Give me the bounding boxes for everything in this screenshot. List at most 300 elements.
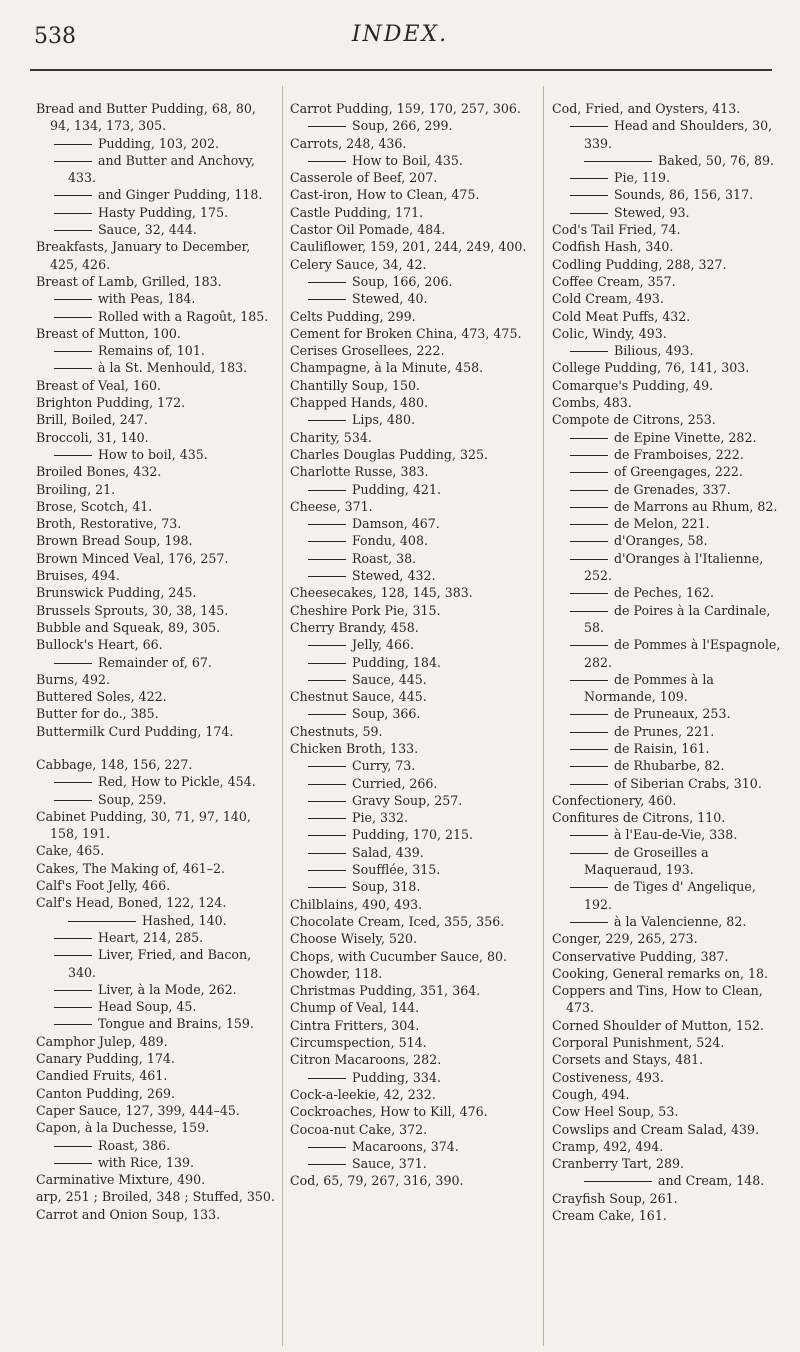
entry-text: de Tiges d' Angelique, 192. (584, 879, 756, 912)
entry-text: Capon, à la Duchesse, 159. (36, 1120, 210, 1136)
entry-text: Chestnuts, 59. (290, 723, 383, 739)
index-entry (290, 342, 528, 359)
ditto-dash (570, 645, 608, 646)
entry-text: College Pudding, 76, 141, 303. (552, 360, 750, 376)
index-entry (552, 100, 784, 117)
ditto-dash (570, 541, 608, 542)
ditto-dash (308, 126, 346, 127)
ditto-dash (308, 576, 346, 577)
entry-text: Breakfasts, January to December, 425, 426. (36, 239, 251, 272)
index-subentry (290, 705, 528, 722)
entry-text: de Pruneaux, 253. (614, 706, 731, 722)
index-subentry (552, 152, 784, 169)
entry-text: Chocolate Cream, Iced, 355, 356. (290, 913, 505, 929)
ditto-dash (308, 282, 346, 283)
entry-text: de Poires à la Cardinale, 58. (584, 602, 771, 635)
entry-text: Bruises, 494. (36, 568, 120, 584)
ditto-dash (68, 921, 136, 922)
entry-text: Castle Pudding, 171. (290, 204, 424, 220)
ditto-dash (308, 299, 346, 300)
ditto-dash (54, 213, 92, 214)
entry-text: de Prunes, 221. (614, 723, 715, 739)
entry-text: Red, How to Pickle, 454. (98, 774, 256, 790)
index-entry (290, 1017, 528, 1034)
entry-text: Citron Macaroons, 282. (290, 1052, 442, 1068)
entry-text: Curry, 73. (352, 758, 416, 774)
entry-text: Brown Minced Veal, 176, 257. (36, 550, 229, 566)
running-title: INDEX. (351, 22, 449, 47)
index-subentry (36, 946, 276, 981)
entry-text: Cintra Fritters, 304. (290, 1017, 420, 1033)
index-entry (36, 1102, 276, 1119)
entry-text: Stewed, 40. (352, 291, 428, 307)
index-entry (552, 325, 784, 342)
ditto-dash (570, 784, 608, 785)
ditto-dash (308, 870, 346, 871)
index-subentry (552, 602, 784, 637)
ditto-dash (570, 524, 608, 525)
ditto-dash (308, 420, 346, 421)
ditto-dash (308, 784, 346, 785)
ditto-dash (570, 126, 608, 127)
index-entry (290, 325, 528, 342)
ditto-dash (570, 732, 608, 733)
index-subentry (290, 775, 528, 792)
entry-text: Costiveness, 493. (552, 1069, 664, 1085)
index-entry (290, 204, 528, 221)
index-subentry (36, 359, 276, 376)
entry-text: Cowslips and Cream Salad, 439. (552, 1121, 760, 1137)
ditto-dash (308, 680, 346, 681)
ditto-dash (570, 178, 608, 179)
entry-text: Colic, Windy, 493. (552, 325, 667, 341)
index-entry (36, 411, 276, 428)
index-entry (552, 1190, 784, 1207)
entry-text: Breast of Veal, 160. (36, 377, 161, 393)
entry-text: Baked, 50, 76, 89. (658, 152, 775, 168)
index-entry (552, 1069, 784, 1086)
index-entry (36, 1171, 276, 1188)
index-subentry (552, 481, 784, 498)
entry-text: Cerises Grosellees, 222. (290, 343, 445, 359)
index-entry (552, 1051, 784, 1068)
index-entry (36, 429, 276, 446)
ditto-dash (570, 472, 608, 473)
index-entry (552, 1103, 784, 1120)
entry-text: Breast of Mutton, 100. (36, 325, 181, 341)
entry-text: Pudding, 103, 202. (98, 135, 219, 151)
index-subentry (36, 308, 276, 325)
index-subentry (36, 981, 276, 998)
entry-text: Carrot and Onion Soup, 133. (36, 1206, 221, 1222)
entry-text: Bubble and Squeak, 89, 305. (36, 619, 221, 635)
entry-text: and Ginger Pudding, 118. (98, 187, 263, 203)
entry-text: Circumspection, 514. (290, 1035, 427, 1051)
entry-text: Soup, 266, 299. (352, 118, 453, 134)
ditto-dash (308, 835, 346, 836)
entry-text: Macaroons, 374. (352, 1138, 459, 1154)
entry-text: Bread and Butter Pudding, 68, 80, 94, 134, 173, 305. (36, 101, 256, 134)
entry-text: Chestnut Sauce, 445. (290, 689, 427, 705)
entry-text: Soup, 318. (352, 879, 421, 895)
ditto-dash (54, 455, 92, 456)
entry-text: Comarque's Pudding, 49. (552, 377, 714, 393)
entry-text: Lips, 480. (352, 412, 415, 428)
entry-text: Champagne, à la Minute, 458. (290, 360, 484, 376)
entry-text: Remains of, 101. (98, 343, 205, 359)
ditto-dash (584, 161, 652, 162)
ditto-dash (54, 1024, 92, 1025)
entry-text: à la Valencienne, 82. (614, 913, 747, 929)
ditto-dash (54, 1007, 92, 1008)
index-subentry (552, 757, 784, 774)
entry-text: Head and Shoulders, 30, 339. (584, 118, 773, 151)
index-entry (552, 238, 784, 255)
index-subentry (290, 1138, 528, 1155)
entry-text: Coffee Cream, 357. (552, 273, 676, 289)
entry-text: Charles Douglas Pudding, 325. (290, 446, 489, 462)
entry-text: de Pommes à la Normande, 109. (584, 671, 714, 705)
entry-text: with Rice, 139. (98, 1154, 195, 1170)
index-entry (290, 999, 528, 1016)
index-entry (552, 1034, 784, 1051)
index-entry (552, 809, 784, 826)
entry-text: Brunswick Pudding, 245. (36, 585, 197, 601)
ditto-dash (308, 559, 346, 560)
ditto-dash (54, 938, 92, 939)
entry-text: and Cream, 148. (658, 1173, 765, 1189)
index-entry (290, 394, 528, 411)
index-entry (552, 221, 784, 238)
ditto-dash (54, 663, 92, 664)
entry-text: Carrots, 248, 436. (290, 135, 407, 151)
index-entry (552, 359, 784, 376)
entry-text: Corporal Punishment, 524. (552, 1035, 725, 1051)
index-entry (290, 308, 528, 325)
index-subentry (36, 204, 276, 221)
index-entry (36, 532, 276, 549)
entry-text: with Peas, 184. (98, 291, 196, 307)
section-gap (36, 740, 276, 756)
ditto-dash (570, 455, 608, 456)
entry-text: Hasty Pudding, 175. (98, 204, 229, 220)
index-entry (36, 842, 276, 859)
index-entry (290, 1121, 528, 1138)
entry-text: Cauliflower, 159, 201, 244, 249, 400. (290, 239, 527, 255)
entry-text: Cold Cream, 493. (552, 291, 664, 307)
index-entry (552, 1017, 784, 1034)
index-entry (36, 877, 276, 894)
entry-text: Salad, 439. (352, 844, 424, 860)
index-subentry (290, 809, 528, 826)
index-subentry (552, 775, 784, 792)
ditto-dash (54, 1146, 92, 1147)
index-entry (36, 238, 276, 273)
index-entry (290, 446, 528, 463)
entry-text: Cod, 65, 79, 267, 316, 390. (290, 1173, 464, 1189)
entry-text: Choose Wisely, 520. (290, 931, 418, 947)
index-entry (552, 308, 784, 325)
index-entry (36, 481, 276, 498)
index-subentry (36, 135, 276, 152)
entry-text: Damson, 467. (352, 516, 440, 532)
entry-text: Carminative Mixture, 490. (36, 1172, 206, 1188)
entry-text: Pie, 119. (614, 170, 671, 186)
entry-text: Calf's Foot Jelly, 466. (36, 878, 171, 894)
entry-text: Sauce, 445. (352, 671, 427, 687)
entry-text: Caper Sauce, 127, 399, 444–45. (36, 1102, 240, 1118)
index-subentry (290, 550, 528, 567)
entry-text: Curried, 266. (352, 775, 438, 791)
index-entry (290, 463, 528, 480)
index-subentry (36, 446, 276, 463)
entry-text: Buttered Soles, 422. (36, 689, 167, 705)
ditto-dash (308, 818, 346, 819)
index-entry (36, 550, 276, 567)
ditto-dash (308, 541, 346, 542)
index-entry (552, 1121, 784, 1138)
index-entry (552, 1155, 784, 1172)
index-entry (36, 808, 276, 843)
index-entry (36, 584, 276, 601)
entry-text: de Marrons au Rhum, 82. (614, 498, 778, 514)
index-entry (36, 1033, 276, 1050)
entry-text: Crayfish Soup, 261. (552, 1190, 678, 1206)
ditto-dash (54, 368, 92, 369)
entry-text: Celery Sauce, 34, 42. (290, 256, 427, 272)
entry-text: Codfish Hash, 340. (552, 239, 674, 255)
index-column-2 (290, 100, 528, 1190)
entry-text: Cooking, General remarks on, 18. (552, 965, 769, 981)
index-entry (36, 273, 276, 290)
index-entry (290, 1086, 528, 1103)
entry-text: Cheesecakes, 128, 145, 383. (290, 585, 473, 601)
entry-text: of Siberian Crabs, 310. (614, 775, 762, 791)
index-entry (36, 860, 276, 877)
entry-text: Butter for do., 385. (36, 706, 159, 722)
entry-text: de Groseilles a Maqueraud, 193. (584, 844, 709, 878)
index-subentry (36, 342, 276, 359)
index-subentry (552, 705, 784, 722)
ditto-dash (308, 766, 346, 767)
index-entry (552, 948, 784, 965)
entry-text: Castor Oil Pomade, 484. (290, 222, 446, 238)
index-entry (36, 602, 276, 619)
index-entry (290, 256, 528, 273)
ditto-dash (308, 1078, 346, 1079)
entry-text: Brown Bread Soup, 198. (36, 533, 193, 549)
entry-text: Chowder, 118. (290, 965, 383, 981)
entry-text: Pudding, 170, 215. (352, 827, 473, 843)
entry-text: Candied Fruits, 461. (36, 1068, 168, 1084)
entry-text: Chilblains, 490, 493. (290, 896, 423, 912)
page-header (0, 0, 800, 86)
entry-text: Buttermilk Curd Pudding, 174. (36, 723, 234, 739)
index-entry (290, 186, 528, 203)
index-entry (36, 100, 276, 135)
entry-text: Broccoli, 31, 140. (36, 429, 149, 445)
index-subentry (552, 117, 784, 152)
index-subentry (290, 671, 528, 688)
entry-text: Fondu, 408. (352, 533, 428, 549)
ditto-dash (308, 1147, 346, 1148)
header-rule (30, 69, 772, 71)
entry-text: de Melon, 221. (614, 516, 710, 532)
entry-text: Liver, à la Mode, 262. (98, 981, 237, 997)
entry-text: Soup, 366. (352, 706, 421, 722)
ditto-dash (570, 559, 608, 560)
index-subentry (36, 152, 276, 187)
ditto-dash (570, 593, 608, 594)
index-entry (290, 169, 528, 186)
index-subentry (552, 204, 784, 221)
index-column-3 (552, 100, 784, 1224)
index-entry (290, 965, 528, 982)
entry-text: Chops, with Cucumber Sauce, 80. (290, 948, 508, 964)
index-entry (290, 238, 528, 255)
ditto-dash (54, 195, 92, 196)
index-entry (552, 290, 784, 307)
index-subentry (552, 429, 784, 446)
index-entry (290, 135, 528, 152)
index-entry (290, 429, 528, 446)
index-subentry (36, 912, 276, 929)
index-subentry (290, 1069, 528, 1086)
ditto-dash (570, 351, 608, 352)
entry-text: de Epine Vinette, 282. (614, 429, 757, 445)
ditto-dash (308, 1164, 346, 1165)
ditto-dash (570, 714, 608, 715)
index-subentry (552, 671, 784, 706)
index-subentry (36, 1015, 276, 1032)
ditto-dash (54, 144, 92, 145)
entry-text: Stewed, 93. (614, 204, 690, 220)
index-subentry (552, 550, 784, 585)
entry-text: Cement for Broken China, 473, 475. (290, 325, 522, 341)
entry-text: Brighton Pudding, 172. (36, 395, 186, 411)
index-subentry (290, 481, 528, 498)
entry-text: Cow Heel Soup, 53. (552, 1104, 679, 1120)
ditto-dash (308, 853, 346, 854)
index-subentry (290, 273, 528, 290)
entry-text: Conservative Pudding, 387. (552, 948, 729, 964)
index-column-1 (36, 100, 276, 1223)
index-entry (36, 1067, 276, 1084)
entry-text: Cramp, 492, 494. (552, 1138, 664, 1154)
ditto-dash (54, 800, 92, 801)
index-entry (290, 377, 528, 394)
ditto-dash (570, 438, 608, 439)
ditto-dash (54, 990, 92, 991)
index-entry (36, 723, 276, 740)
entry-text: Sounds, 86, 156, 317. (614, 187, 754, 203)
index-subentry (552, 515, 784, 532)
index-entry (552, 273, 784, 290)
index-entry (290, 1103, 528, 1120)
ditto-dash (584, 1181, 652, 1182)
entry-text: Cream Cake, 161. (552, 1208, 667, 1223)
index-entry (36, 619, 276, 636)
ditto-dash (570, 507, 608, 508)
index-entry (290, 619, 528, 636)
page-number: 538 (34, 24, 76, 49)
index-subentry (290, 567, 528, 584)
index-entry (290, 930, 528, 947)
index-subentry (290, 1155, 528, 1172)
index-entry (290, 1172, 528, 1189)
index-subentry (290, 861, 528, 878)
entry-text: de Rhubarbe, 82. (614, 758, 725, 774)
ditto-dash (308, 887, 346, 888)
entry-text: Pudding, 334. (352, 1069, 441, 1085)
ditto-dash (54, 351, 92, 352)
index-subentry (552, 532, 784, 549)
entry-text: Gravy Soup, 257. (352, 792, 463, 808)
entry-text: arp, 251 ; Broiled, 348 ; Stuffed, 350. (36, 1189, 275, 1205)
index-entry (552, 965, 784, 982)
entry-text: Burns, 492. (36, 671, 111, 687)
index-entry (290, 688, 528, 705)
index-entry (552, 377, 784, 394)
index-subentry (552, 342, 784, 359)
index-subentry (290, 515, 528, 532)
index-subentry (36, 998, 276, 1015)
entry-text: Celts Pudding, 299. (290, 308, 416, 324)
index-entry (36, 1085, 276, 1102)
entry-text: Soufflée, 315. (352, 862, 441, 878)
ditto-dash (308, 524, 346, 525)
index-subentry (36, 654, 276, 671)
ditto-dash (570, 922, 608, 923)
index-entry (36, 515, 276, 532)
index-entry (36, 498, 276, 515)
index-entry (552, 1138, 784, 1155)
index-subentry (552, 463, 784, 480)
index-entry (290, 100, 528, 117)
index-subentry (36, 1137, 276, 1154)
entry-text: Cheese, 371. (290, 498, 373, 514)
index-entry (36, 756, 276, 773)
index-entry (36, 463, 276, 480)
entry-text: de Pommes à l'Espagnole, 282. (584, 637, 781, 670)
entry-text: Charity, 534. (290, 429, 372, 445)
entry-text: Corned Shoulder of Mutton, 152. (552, 1017, 764, 1033)
index-entry (36, 1119, 276, 1136)
index-entry (36, 671, 276, 688)
entry-text: Christmas Pudding, 351, 364. (290, 983, 481, 999)
entry-text: How to boil, 435. (98, 446, 208, 462)
entry-text: Compote de Citrons, 253. (552, 412, 716, 428)
column-divider (543, 86, 544, 1346)
index-subentry (552, 878, 784, 913)
entry-text: Chicken Broth, 133. (290, 740, 419, 756)
index-entry (290, 498, 528, 515)
index-subentry (552, 584, 784, 601)
entry-text: Cakes, The Making of, 461–2. (36, 860, 226, 876)
entry-text: Brill, Boiled, 247. (36, 412, 148, 428)
index-entry (36, 567, 276, 584)
index-entry (552, 411, 784, 428)
index-subentry (290, 878, 528, 895)
entry-text: Carrot Pudding, 159, 170, 257, 306. (290, 101, 521, 116)
entry-text: de Peches, 162. (614, 585, 715, 601)
index-entry (290, 913, 528, 930)
index-entry (36, 1188, 276, 1205)
index-entry (290, 1051, 528, 1068)
entry-text: de Raisin, 161. (614, 740, 710, 756)
index-subentry (552, 740, 784, 757)
entry-text: Brose, Scotch, 41. (36, 498, 153, 514)
